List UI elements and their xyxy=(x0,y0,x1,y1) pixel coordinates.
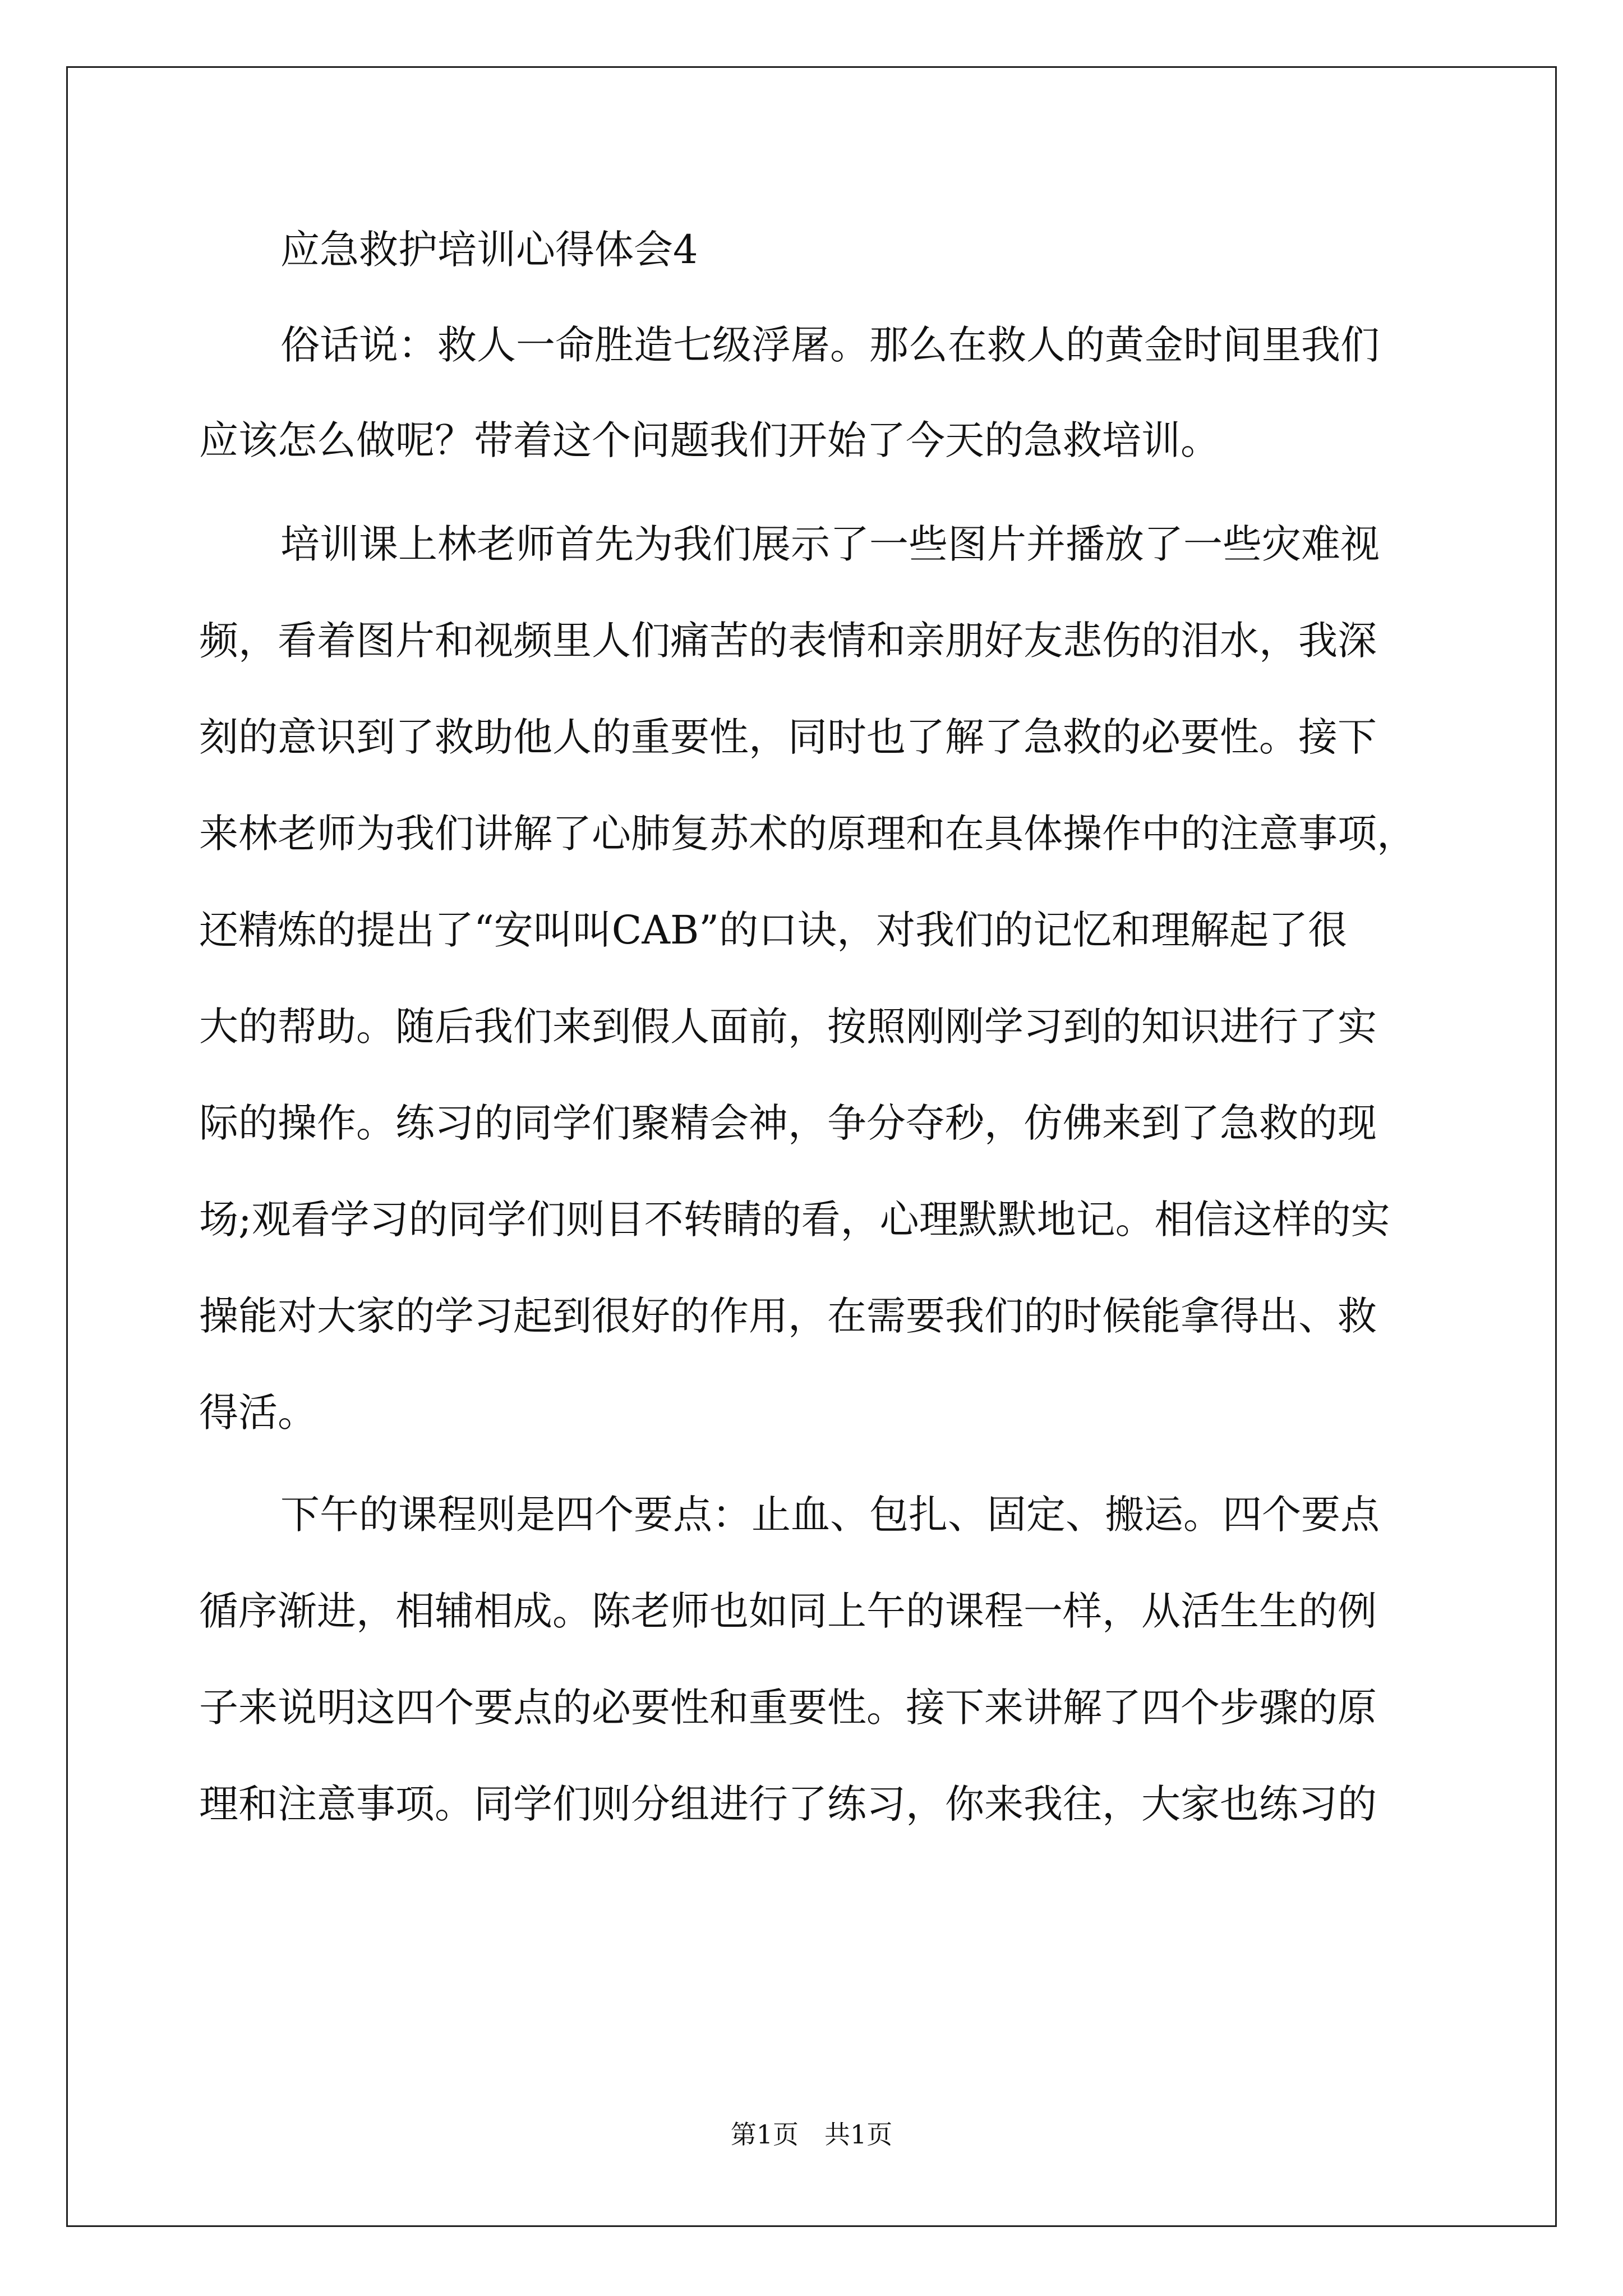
paragraph-2-line-4: 来林老师为我们讲解了心肺复苏术的原理和在具体操作中的注意事项， xyxy=(199,811,1416,857)
paragraph-2-line-5: 还精炼的提出了“安叫叫CAB”的口诀，对我们的记忆和理解起了很 xyxy=(199,907,1348,953)
paragraph-2-line-6: 大的帮助。随后我们来到假人面前，按照刚刚学习到的知识进行了实 xyxy=(199,1004,1377,1050)
paragraph-2-line-7: 际的操作。练习的同学们聚精会神，争分夺秒，仿佛来到了急救的现 xyxy=(199,1100,1377,1146)
paragraph-1-line-1: 俗话说：救人一命胜造七级浮屠。那么在救人的黄金时间里我们 xyxy=(280,322,1380,368)
paragraph-2-line-2: 频，看着图片和视频里人们痛苦的表情和亲朋好友悲伤的泪水，我深 xyxy=(199,618,1377,664)
page-number: 第1页 共1页 xyxy=(730,2119,893,2150)
paragraph-2-line-3: 刻的意识到了救助他人的重要性，同时也了解了急救的必要性。接下 xyxy=(199,714,1377,760)
paragraph-3-line-2: 循序渐进，相辅相成。陈老师也如同上午的课程一样，从活生生的例 xyxy=(199,1588,1377,1634)
paragraph-2-line-8: 场;观看学习的同学们则目不转睛的看，心理默默地记。相信这样的实 xyxy=(199,1197,1390,1243)
paragraph-3-line-3: 子来说明这四个要点的必要性和重要性。接下来讲解了四个步骤的原 xyxy=(199,1685,1377,1731)
paragraph-1-line-2: 应该怎么做呢？带着这个问题我们开始了今天的急救培训。 xyxy=(199,417,1220,463)
document-title: 应急救护培训心得体会4 xyxy=(280,227,698,273)
paragraph-2-line-10: 得活。 xyxy=(199,1389,317,1435)
paragraph-2-line-1: 培训课上林老师首先为我们展示了一些图片并播放了一些灾难视 xyxy=(280,521,1380,567)
paragraph-3-line-1: 下午的课程则是四个要点：止血、包扎、固定、搬运。四个要点 xyxy=(280,1492,1380,1538)
paragraph-2-line-9: 操能对大家的学习起到很好的作用，在需要我们的时候能拿得出、救 xyxy=(199,1293,1377,1339)
paragraph-3-line-4: 理和注意事项。同学们则分组进行了练习，你来我往，大家也练习的 xyxy=(199,1781,1377,1827)
